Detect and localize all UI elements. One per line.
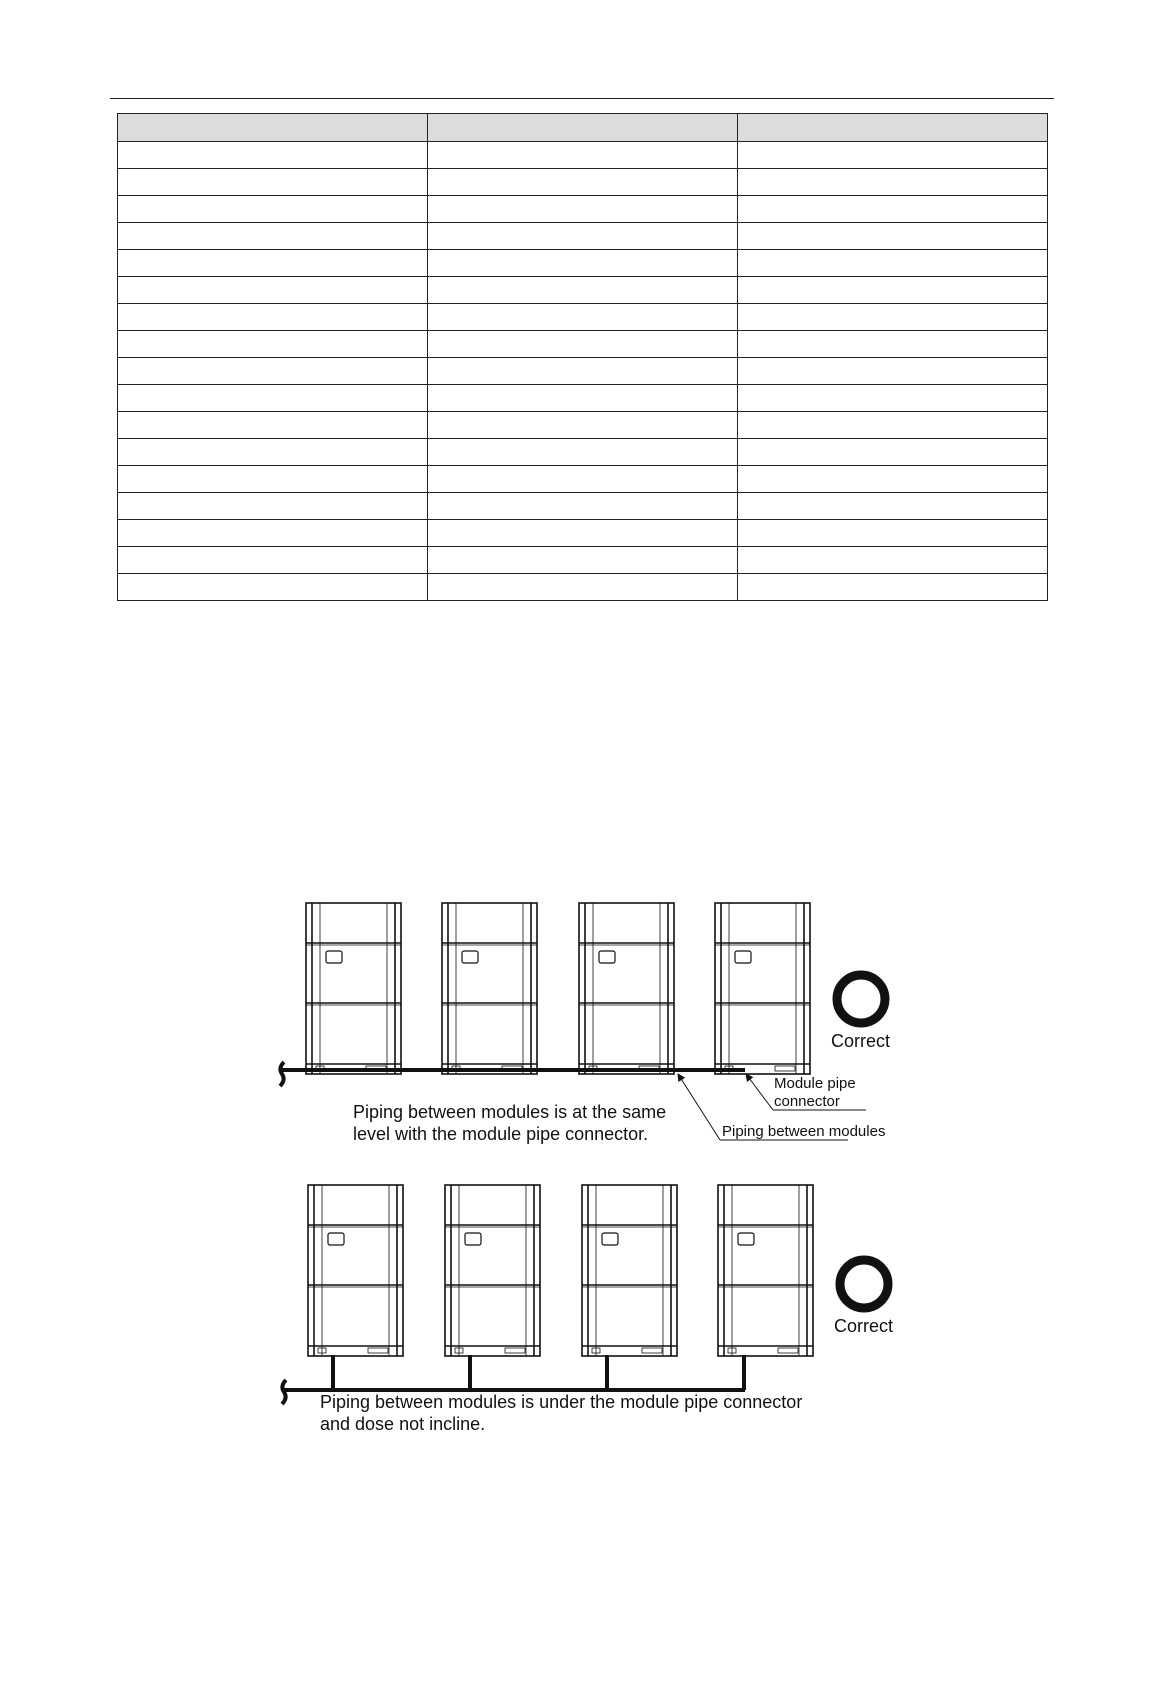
top-caption-line1: Piping between modules is at the same: [353, 1102, 667, 1122]
bottom-figure: [282, 1185, 893, 1434]
display-panel-icon: [465, 1233, 481, 1245]
display-panel-icon: [735, 951, 751, 963]
outdoor-unit-module: [579, 903, 674, 1074]
outdoor-unit-module: [306, 903, 401, 1074]
correct-label: Correct: [831, 1031, 891, 1051]
outdoor-unit-module: [718, 1185, 813, 1356]
correct-label: Correct: [834, 1316, 894, 1336]
outdoor-unit-module: [442, 903, 537, 1074]
display-panel-icon: [738, 1233, 754, 1245]
display-panel-icon: [599, 951, 615, 963]
pipe-break-symbol: [280, 1062, 284, 1086]
display-panel-icon: [328, 1233, 344, 1245]
connector-label-line1: Module pipe: [774, 1075, 856, 1092]
connector-arrow: [746, 1074, 773, 1110]
display-panel-icon: [462, 951, 478, 963]
top-figure: [280, 903, 890, 1144]
outdoor-unit-module: [445, 1185, 540, 1356]
outdoor-unit-module: [582, 1185, 677, 1356]
outdoor-unit-module: [715, 903, 810, 1074]
connector-label-line2: connector: [774, 1093, 840, 1110]
display-panel-icon: [602, 1233, 618, 1245]
correct-circle-icon: [837, 975, 885, 1023]
correct-circle-icon: [840, 1260, 888, 1308]
outdoor-unit-module: [308, 1185, 403, 1356]
bottom-caption-line2: and dose not incline.: [320, 1414, 486, 1434]
piping-arrow: [678, 1074, 720, 1140]
display-panel-icon: [326, 951, 342, 963]
top-caption-line2: level with the module pipe connector.: [353, 1124, 649, 1144]
bottom-caption-line1: Piping between modules is under the module pipe connector: [320, 1392, 803, 1412]
piping-label: Piping between modules: [722, 1123, 886, 1140]
